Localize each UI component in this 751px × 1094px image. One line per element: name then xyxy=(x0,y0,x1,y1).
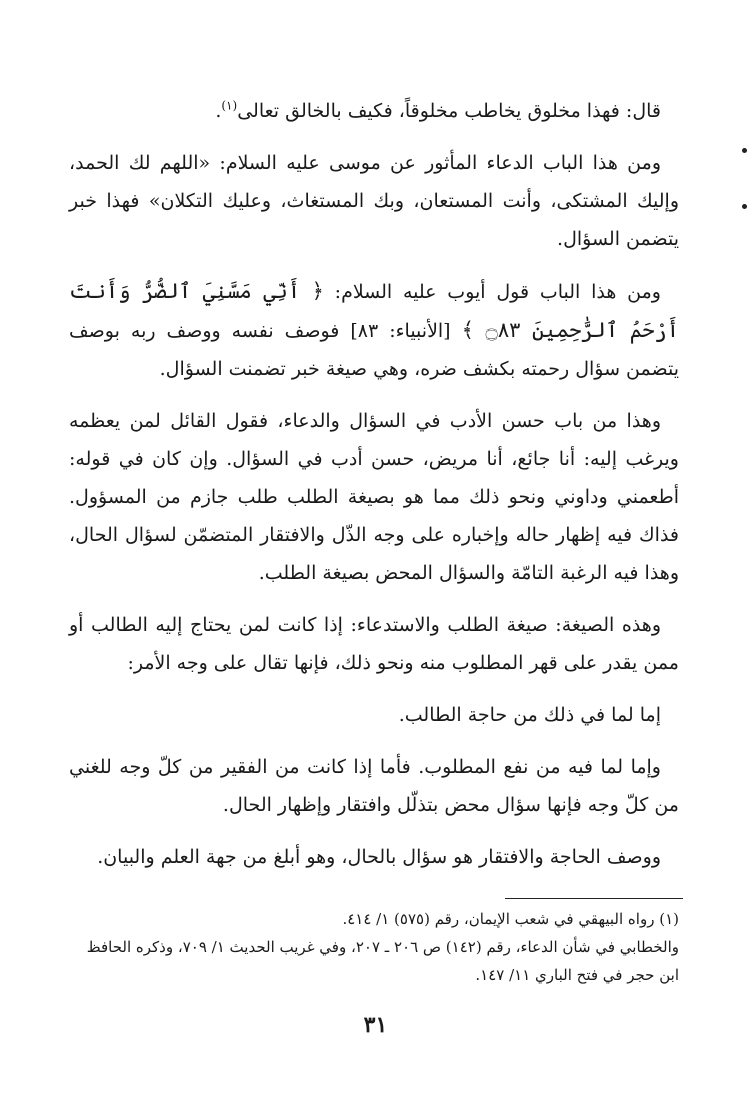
paragraph-4 xyxy=(69,402,679,592)
paragraph-7-text: وإما لما فيه من نفع المطلوب. فأما إذا كانت من الفقير من كلّ وجه للغني من كلّ وجه فإنها سؤال محض بتذلّل وافتقار وإظهار الحال. xyxy=(69,756,679,816)
paragraph-3-lead: ومن هذا الباب قول أيوب عليه السلام: xyxy=(323,281,661,303)
paragraph-6 xyxy=(69,696,679,734)
footnotes xyxy=(69,905,679,989)
footnote-marker: (١) xyxy=(221,98,238,113)
paragraph-5 xyxy=(69,606,679,682)
main-text xyxy=(69,92,679,890)
paragraph-8 xyxy=(69,838,679,876)
footnote-separator xyxy=(505,898,683,899)
paragraph-1-tail: . xyxy=(215,100,222,122)
paragraph-5-text: وهذه الصيغة: صيغة الطلب والاستدعاء: إذا كانت لمن يحتاج إليه الطالب أو ممن يقدر على قهر المطلوب منه ونحو ذلك، فإنها تقال على وجه الأمر: xyxy=(69,614,679,674)
page-number: ٣١ xyxy=(363,1012,388,1038)
paragraph-2-text: ومن هذا الباب الدعاء المأثور عن موسى عليه السلام: «اللهم لك الحمد، وإليك المشتكى، وأنت المستعان، وبك المستغاث، وعليك التكلان» فهذا خبر يتضمن السؤال. xyxy=(69,152,679,250)
paragraph-3-tail: [الأنبياء: ٨٣] فوصف نفسه ووصف ربه بوصف يتضمن سؤال رحمته بكشف ضره، وهي صيغة خبر تضمنت السؤال. xyxy=(69,320,679,380)
paragraph-8-text: ووصف الحاجة والافتقار هو سؤال بالحال، وهو أبلغ من جهة العلم والبيان. xyxy=(97,846,661,868)
paragraph-1 xyxy=(69,92,679,130)
margin-dot xyxy=(742,148,747,153)
footnote-1-continued: والخطابي في شأن الدعاء، رقم (١٤٢) ص ٢٠٦ ـ ٢٠٧، وفي غريب الحديث ١/ ٧٠٩، وذكره الحافظ ابن حجر في فتح الباري ١١/ ١٤٧. xyxy=(86,938,679,984)
paragraph-2 xyxy=(69,144,679,258)
paragraph-6-text: إما لما في ذلك من حاجة الطالب. xyxy=(398,704,661,726)
paragraph-4-text: وهذا من باب حسن الأدب في السؤال والدعاء، فقول القائل لمن يعظمه ويرغب إليه: أنا جائع، أنا مريض، حسن أدب في السؤال. وإن كان في قوله: أطعمني وداوني ونحو ذلك مما هو بصيغة الطلب طلب جازم من المسؤول. فذاك فيه إظهار حاله وإخباره على وجه الذّل والافتقار المتضمّن لسؤال الحال، وهذا فيه الرغبة التامّة والسؤال المحض بصيغة الطلب. xyxy=(69,410,679,584)
footnote-1: (١) رواه البيهقي في شعب الإيمان، رقم (٥٧٥) ١/ ٤١٤. xyxy=(342,910,679,928)
paragraph-3 xyxy=(69,272,679,388)
paragraph-1-text: قال: فهذا مخلوق يخاطب مخلوقاً، فكيف بالخالق تعالى xyxy=(237,100,661,122)
quran-verse: ﴿ أَنِّي مَسَّنِيَ ٱلضُّرُّ وَأَنتَ أَرْحَمُ ٱلرَّٰحِمِينَ ۝٨٣ ﴾ xyxy=(69,279,679,342)
paragraph-7 xyxy=(69,748,679,824)
margin-dot xyxy=(742,204,747,209)
